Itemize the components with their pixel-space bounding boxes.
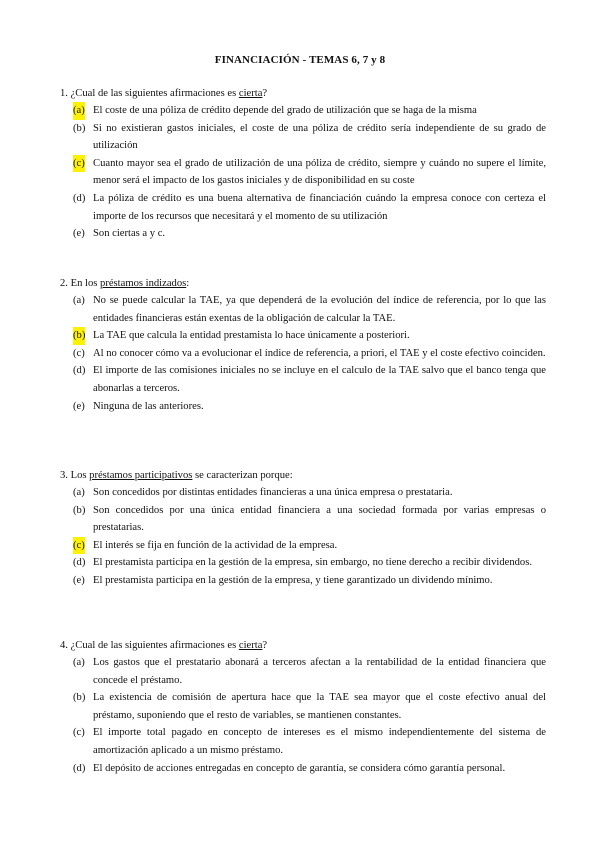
question-4 <box>60 638 546 777</box>
option-letter-highlighted: (b) <box>73 327 85 345</box>
answer-option: (a) Son concedidos por distintas entidades financieras a una única empresa o prestataria. <box>60 484 546 502</box>
question-stem: 4. ¿Cual de las siguientes afirmaciones es cierta? <box>60 640 268 651</box>
answer-option: (a) El coste de una póliza de crédito depende del grado de utilización que se haga de la misma <box>60 102 546 120</box>
option-letter: (c) <box>73 347 85 359</box>
option-letter: (d) <box>73 557 86 569</box>
option-letter: (a) <box>73 295 85 306</box>
option-letter: (d) <box>73 762 86 774</box>
answer-option: (a) No se puede calcular la TAE, ya que dependerá de la evolución del índice de referencia, por lo que las entidades financieras están exentas de la obligación de calcular la TAE. <box>60 292 546 327</box>
question-2 <box>60 276 546 415</box>
answer-option: (e) Son ciertas a y c. <box>60 225 546 243</box>
answer-option: (b) La TAE que calcula la entidad prestamista lo hace únicamente a posteriori. <box>60 327 546 345</box>
option-letter: (e) <box>73 400 85 412</box>
answer-option: (c) El importe total pagado en concepto de intereses es el mismo independientemente del sistema de amortización aplicado a un mismo préstamo. <box>60 724 546 759</box>
option-letter: (c) <box>73 727 85 739</box>
question-stem: 1. ¿Cual de las siguientes afirmaciones es cierta? <box>60 88 268 99</box>
option-letter: (e) <box>73 228 85 240</box>
question-3 <box>60 468 546 590</box>
answer-option: (a) Los gastos que el prestatario abonará a terceros afectan a la rentabilidad de la entidad financiera que concede el préstamo. <box>60 654 546 689</box>
answer-option: (b) La existencia de comisión de apertura hace que la TAE sea mayor que el coste efectivo anual del préstamo, suponiendo que el resto de variables, se mantienen constantes. <box>60 689 546 724</box>
question-stem: 3. Los préstamos participativos se caracterizan porque: <box>60 470 293 481</box>
option-letter: (a) <box>73 487 85 498</box>
answer-option: (c) Cuanto mayor sea el grado de utilización de una póliza de crédito, siempre y cuándo no supere el límite, menor será el impacto de los gastos iniciales y de disponibilidad en su coste <box>60 155 546 190</box>
answer-option: (b) Son concedidos por una única entidad financiera a una sociedad formada por varias empresas o prestatarias. <box>60 502 546 537</box>
answer-option: (c) El interés se fija en función de la actividad de la empresa. <box>60 537 546 555</box>
option-letter: (b) <box>73 122 86 134</box>
answer-option: (e) El prestamista participa en la gestión de la empresa, y tiene garantizado un dividendo mínimo. <box>60 572 546 590</box>
option-letter: (b) <box>73 692 86 704</box>
answer-option: (e) Ninguna de las anteriores. <box>60 398 546 416</box>
answer-option: (c) Al no conocer cómo va a evolucionar el índice de referencia, a priori, el TAE y el coste efectivo coinciden. <box>60 345 546 363</box>
option-letter-highlighted: (a) <box>73 102 85 120</box>
option-letter: (b) <box>73 504 86 516</box>
option-letter: (e) <box>73 574 85 586</box>
answer-option: (d) El depósito de acciones entregadas en concepto de garantía, se considera cómo garantía personal. <box>60 760 546 778</box>
option-letter: (d) <box>73 365 86 377</box>
question-stem: 2. En los préstamos indizados: <box>60 278 190 289</box>
answer-option: (d) La póliza de crédito es una buena alternativa de financiación cuándo la empresa conoce con certeza el importe de los recursos que necesitará y el momento de su utilización <box>60 190 546 225</box>
option-letter: (d) <box>73 192 86 204</box>
option-letter-highlighted: (c) <box>73 537 85 555</box>
option-letter: (a) <box>73 657 85 668</box>
question-1 <box>60 86 546 243</box>
page-title: FINANCIACIÓN - TEMAS 6, 7 y 8 <box>214 54 386 66</box>
option-letter-highlighted: (c) <box>73 155 85 173</box>
answer-option: (b) Si no existieran gastos iniciales, el coste de una póliza de crédito sería independiente de su grado de utilización <box>60 120 546 155</box>
answer-option: (d) El importe de las comisiones iniciales no se incluye en el calculo de la TAE salvo que el banco tenga que abonarlas a terceros. <box>60 362 546 397</box>
answer-option: (d) El prestamista participa en la gestión de la empresa, sin embargo, no tiene derecho a recibir dividendos. <box>60 554 546 572</box>
